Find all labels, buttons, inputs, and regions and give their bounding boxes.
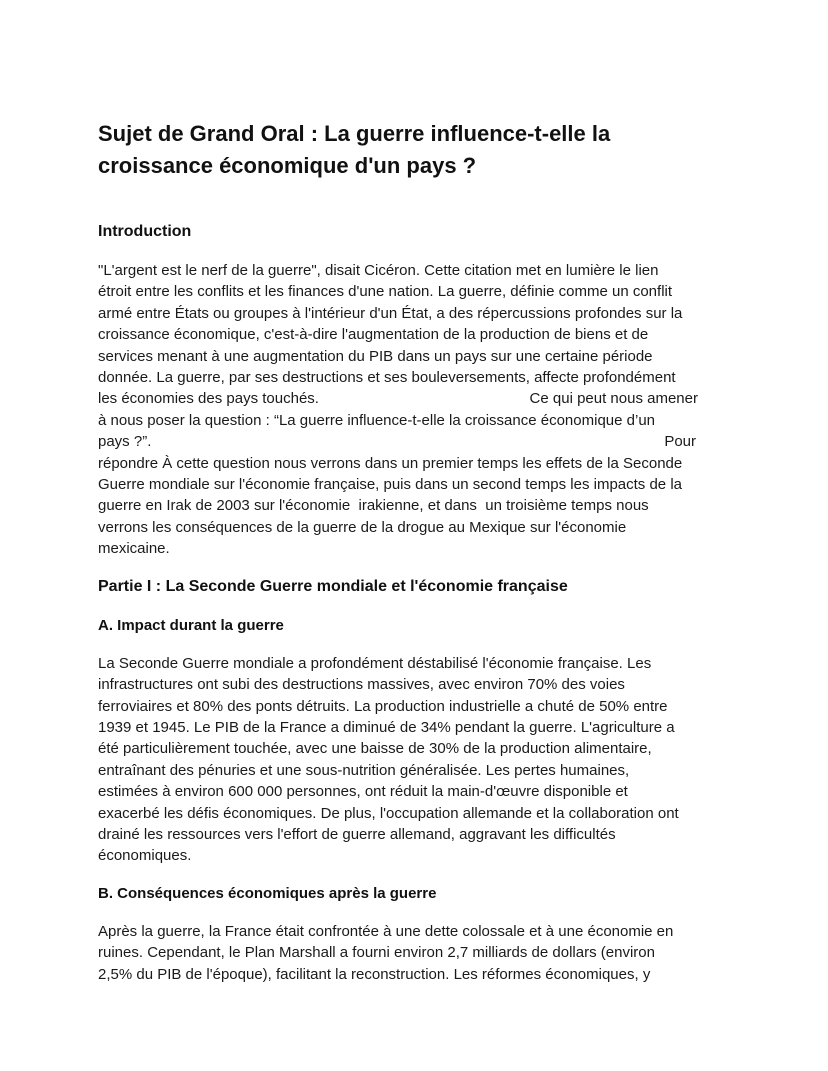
text-line: étroit entre les conflits et les finances d'une nation. La guerre, définie comme un conflit bbox=[98, 283, 673, 301]
text-line: drainé les ressources vers l'effort de guerre allemand, aggravant les difficultés bbox=[98, 825, 616, 843]
text-line: 1939 et 1945. Le PIB de la France a diminué de 34% pendant la guerre. L'agriculture a bbox=[98, 718, 675, 736]
title-line: Sujet de Grand Oral : La guerre influence-t-elle la bbox=[98, 121, 611, 146]
text-line: Guerre mondiale sur l'économie française, puis dans un second temps les impacts de la bbox=[98, 476, 682, 494]
title-line: croissance économique d'un pays ? bbox=[98, 153, 477, 178]
text-line: exacerbé les défis économiques. De plus, l'occupation allemande et la collaboration ont bbox=[98, 804, 679, 822]
text-line: donnée. La guerre, par ses destructions et ses bouleversements, affecte profondément bbox=[98, 369, 676, 387]
section-b-paragraph bbox=[98, 921, 738, 985]
section-b-heading: B. Conséquences économiques après la guerre bbox=[98, 884, 437, 902]
text-fragment: Ce qui peut nous amener bbox=[529, 390, 698, 408]
text-line bbox=[98, 431, 718, 452]
text-line: répondre À cette question nous verrons dans un premier temps les effets de la Seconde bbox=[98, 454, 683, 472]
text-line: armé entre États ou groupes à l'intérieur d'un État, a des répercussions profondes sur la bbox=[98, 304, 683, 322]
text-line: ruines. Cependant, le Plan Marshall a fourni environ 2,7 milliards de dollars (environ bbox=[98, 944, 655, 962]
text-fragment: pays ?”. bbox=[98, 433, 152, 451]
text-line: verrons les conséquences de la guerre de la drogue au Mexique sur l'économie bbox=[98, 518, 627, 536]
text-line: 2,5% du PIB de l'époque), facilitant la reconstruction. Les réformes économiques, y bbox=[98, 965, 651, 983]
text-line: La Seconde Guerre mondiale a profondément déstabilisé l'économie française. Les bbox=[98, 654, 652, 672]
text-line: économiques. bbox=[98, 847, 192, 865]
text-fragment: les économies des pays touchés. bbox=[98, 390, 319, 408]
text-line: infrastructures ont subi des destructions massives, avec environ 70% des voies bbox=[98, 676, 625, 694]
text-line: ferroviaires et 80% des ponts détruits. La production industrielle a chuté de 50% entre bbox=[98, 697, 668, 715]
text-line: mexicaine. bbox=[98, 540, 170, 558]
text-line: services menant à une augmentation du PIB dans un pays sur une certaine période bbox=[98, 347, 653, 365]
document-page bbox=[98, 118, 738, 985]
introduction-paragraph bbox=[98, 260, 738, 560]
text-line bbox=[98, 388, 718, 409]
section-a-heading: A. Impact durant la guerre bbox=[98, 616, 284, 634]
text-line: à nous poser la question : “La guerre influence-t-elle la croissance économique d’un bbox=[98, 411, 655, 429]
text-line: été particulièrement touchée, avec une baisse de 30% de la production alimentaire, bbox=[98, 740, 652, 758]
section-a-paragraph bbox=[98, 653, 738, 867]
text-line: Après la guerre, la France était confrontée à une dette colossale et à une économie en bbox=[98, 922, 674, 940]
text-line: guerre en Irak de 2003 sur l'économie irakienne, et dans un troisième temps nous bbox=[98, 497, 649, 515]
text-line: "L'argent est le nerf de la guerre", disait Cicéron. Cette citation met en lumière le lien bbox=[98, 262, 659, 279]
text-fragment: Pour bbox=[664, 433, 696, 451]
text-line: estimées à environ 600 000 personnes, ont réduit la main-d'œuvre disponible et bbox=[98, 783, 628, 801]
text-line: entraînant des pénuries et une sous-nutrition généralisée. Les pertes humaines, bbox=[98, 761, 630, 779]
text-line: croissance économique, c'est-à-dire l'augmentation de la production de biens et de bbox=[98, 326, 649, 344]
introduction-heading: Introduction bbox=[98, 223, 192, 240]
partie1-heading: Partie I : La Seconde Guerre mondiale et l'économie française bbox=[98, 577, 568, 595]
document-title bbox=[98, 118, 738, 182]
